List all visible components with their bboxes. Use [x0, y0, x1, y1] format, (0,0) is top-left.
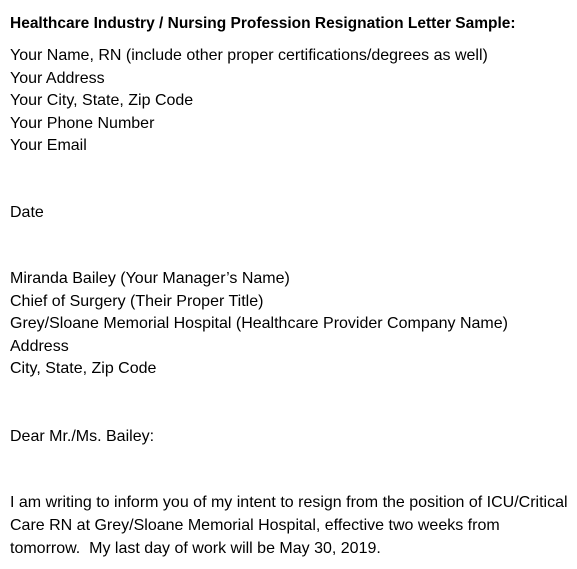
sender-city-state-zip: Your City, State, Zip Code: [10, 92, 194, 109]
body-line: tomorrow. My last day of work will be May 30, 2019.: [10, 540, 381, 557]
sender-name: Your Name, RN (include other proper certifications/degrees as well): [10, 47, 488, 64]
letter-date: Date: [10, 204, 44, 221]
sender-address: Your Address: [10, 70, 105, 87]
salutation: Dear Mr./Ms. Bailey:: [10, 428, 155, 445]
recipient-name: Miranda Bailey (Your Manager’s Name): [10, 270, 290, 287]
body-line: I am writing to inform you of my intent to resign from the position of ICU/Critical: [10, 494, 568, 511]
recipient-title: Chief of Surgery (Their Proper Title): [10, 293, 264, 310]
sender-phone: Your Phone Number: [10, 115, 155, 132]
document-heading: Healthcare Industry / Nursing Profession Resignation Letter Sample:: [10, 15, 516, 32]
sender-email: Your Email: [10, 137, 87, 154]
recipient-address: Address: [10, 338, 69, 355]
body-line: Care RN at Grey/Sloane Memorial Hospital, effective two weeks from: [10, 517, 500, 534]
recipient-city-state-zip: City, State, Zip Code: [10, 360, 157, 377]
recipient-company: Grey/Sloane Memorial Hospital (Healthcare Provider Company Name): [10, 315, 508, 332]
